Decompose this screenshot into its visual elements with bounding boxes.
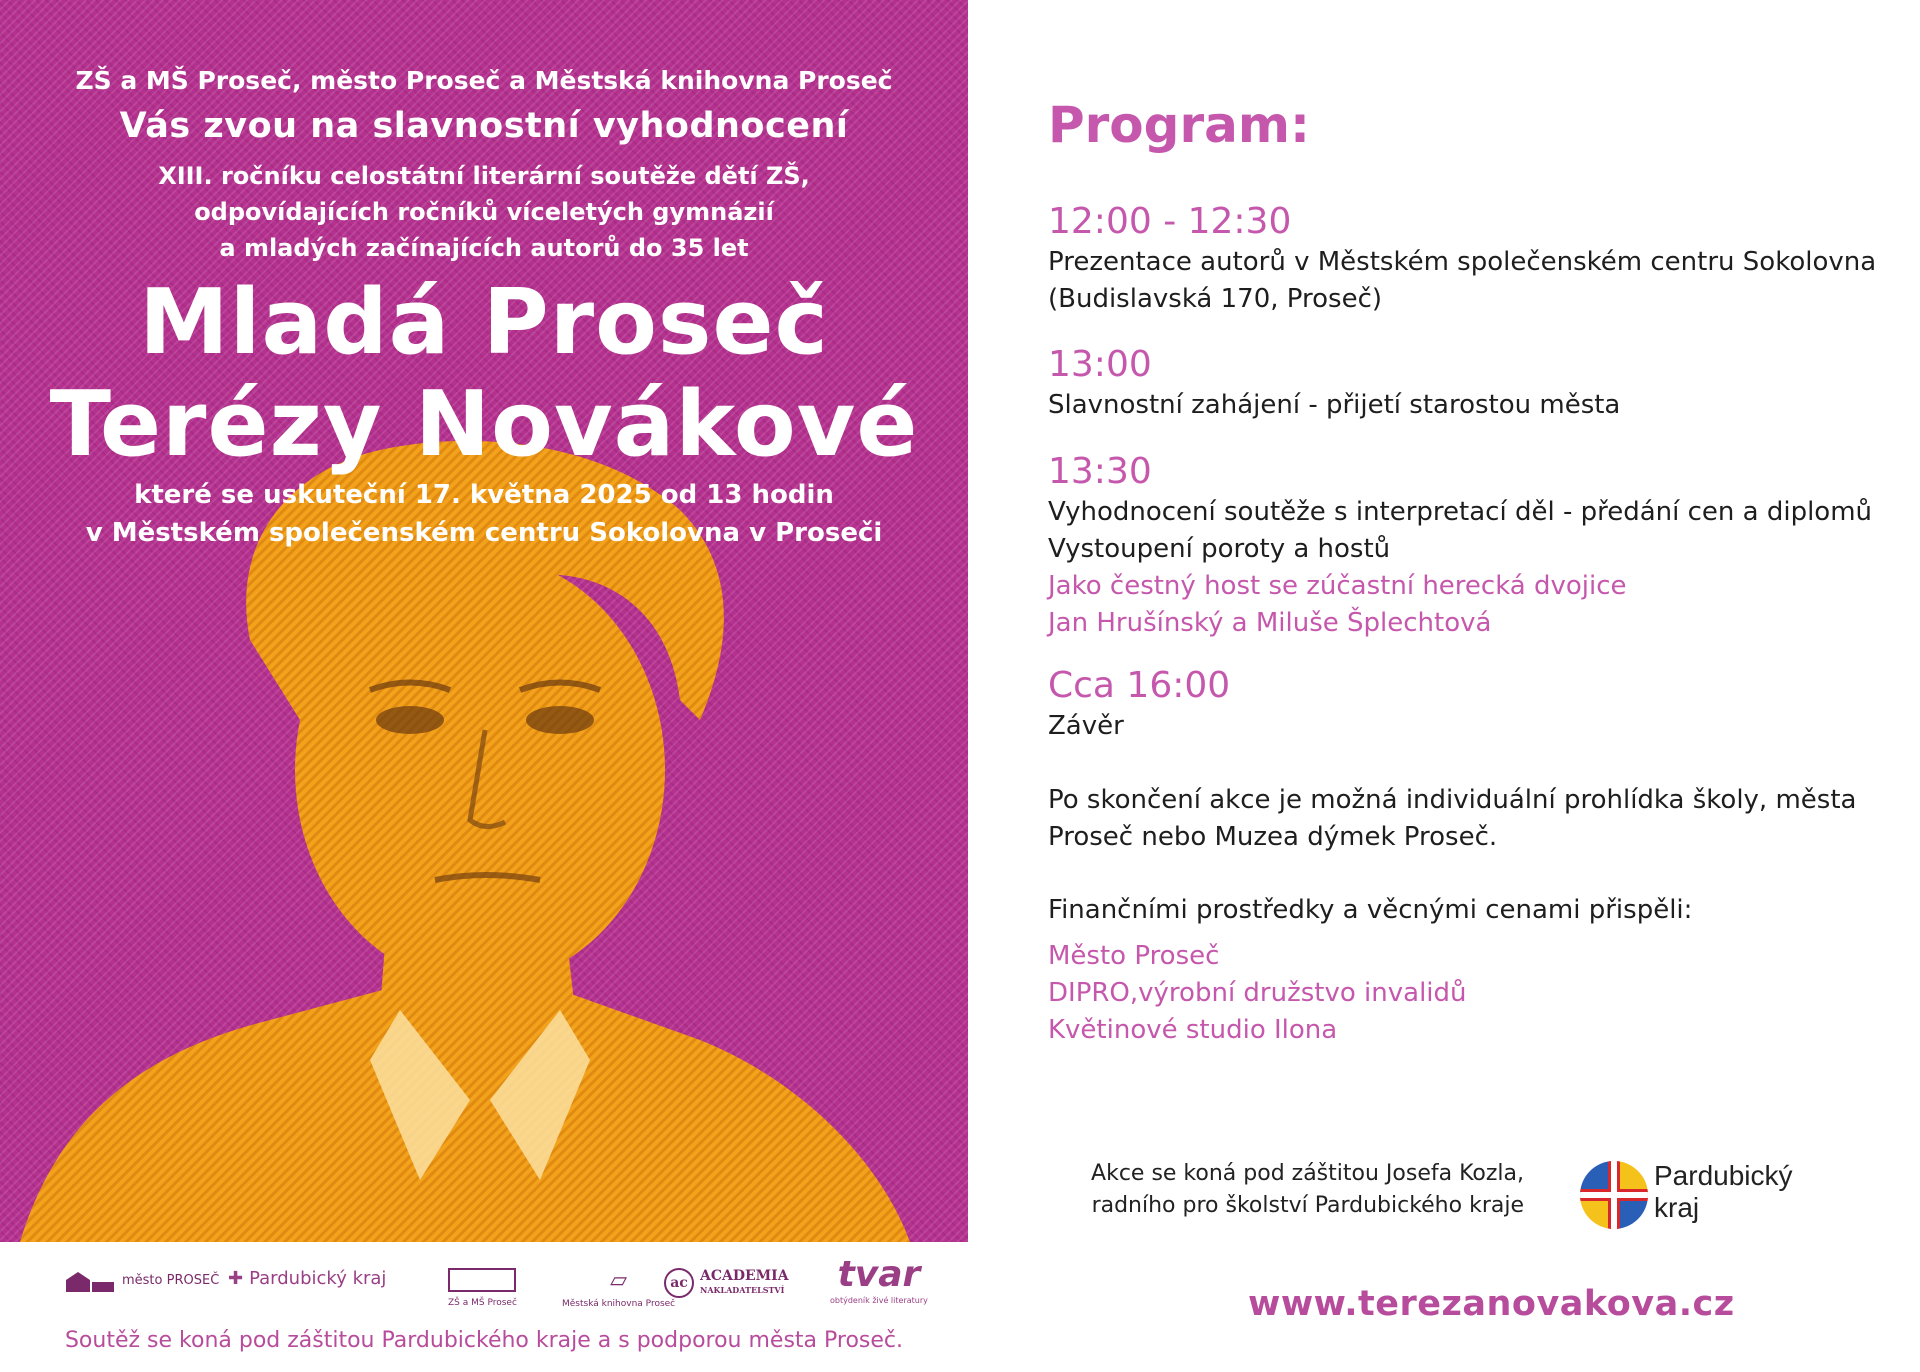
tvar-logo-text: tvar <box>837 1254 921 1295</box>
program-time: 13:30 <box>1048 451 1152 492</box>
bottom-note: Soutěž se koná pod záštitou Pardubického kraje a s podporou města Proseč. <box>64 1328 904 1353</box>
patron-line: Akce se koná pod záštitou Josefa Kozla, <box>1091 1161 1524 1186</box>
poster-when <box>0 476 968 552</box>
program-item <box>1048 664 1230 745</box>
program-item <box>1048 450 1872 642</box>
poster-description-line: a mladých začínajících autorů do 35 let <box>219 234 749 262</box>
zs-ms-prosec-logo <box>448 1268 517 1308</box>
program-after <box>1048 782 1856 856</box>
pk-logo-line: Pardubický <box>1654 1160 1793 1191</box>
sponsors-label: Finančními prostředky a věcnými cenami přispěli: <box>1048 895 1693 925</box>
poster-description <box>0 158 968 266</box>
poster-title <box>0 272 968 476</box>
website-link[interactable]: www.terezanovakova.cz <box>1248 1284 1735 1324</box>
poster-description-line: XIII. ročníku celostátní literární soutěže dětí ZŠ, <box>158 162 810 190</box>
poster-description-line: odpovídajících ročníků víceletých gymnázií <box>194 198 774 226</box>
program-time: Cca 16:00 <box>1048 665 1231 706</box>
pk-logo-line: kraj <box>1654 1192 1700 1223</box>
zs-ms-prosec-logo-text: ZŠ a MŠ Proseč <box>448 1298 517 1308</box>
poster-when-line: které se uskuteční 17. května 2025 od 13 hodin <box>134 480 834 510</box>
pardubicky-kraj-logo-text <box>1654 1160 1793 1224</box>
mesto-prosec-logo <box>64 1268 219 1294</box>
program-guest-line: Jako čestný host se zúčastní herecká dvojice <box>1048 571 1627 601</box>
book-icon: ▱ <box>610 1268 628 1293</box>
program-time: 12:00 - 12:30 <box>1048 201 1292 242</box>
cross-emblem-icon: ✚ <box>228 1268 244 1289</box>
tvar-logo-subtext: obtýdeník živé literatury <box>830 1296 928 1305</box>
program-time: 13:00 <box>1048 344 1152 385</box>
academia-logo <box>664 1268 789 1298</box>
program-line: Vystoupení poroty a hostů <box>1048 534 1391 564</box>
academia-logo-text: ACADEMIA <box>700 1268 789 1284</box>
program-heading: Program: <box>1048 96 1310 154</box>
program-item <box>1048 200 1876 318</box>
poster-title-line: Terézy Novákové <box>49 372 919 477</box>
pardubicky-kraj-small-logo-text: Pardubický kraj <box>249 1268 387 1289</box>
academia-emblem-icon: ac <box>664 1268 694 1298</box>
poster-when-line: v Městském společenském centru Sokolovna v Proseči <box>85 518 883 548</box>
tvar-logo <box>830 1254 928 1306</box>
program-line: (Budislavská 170, Proseč) <box>1048 284 1383 314</box>
poster <box>0 0 968 1242</box>
poster-organizers: ZŠ a MŠ Proseč, město Proseč a Městská knihovna Proseč <box>75 66 893 95</box>
academia-logo-subtext: NAKLADATELSTVÍ <box>700 1285 785 1295</box>
knihovna-logo-text: Městská knihovna Proseč <box>562 1299 676 1309</box>
program-after-line: Proseč nebo Muzea dýmek Proseč. <box>1048 822 1498 852</box>
school-emblem-icon <box>448 1268 516 1292</box>
program-item <box>1048 343 1620 424</box>
sponsor-item: Květinové studio Ilona <box>1048 1015 1338 1045</box>
patron-note <box>1060 1158 1524 1222</box>
program-line: Slavnostní zahájení - přijetí starostou města <box>1048 390 1621 420</box>
mesto-prosec-logo-text: město PROSEČ <box>122 1273 220 1288</box>
sponsor-item: DIPRO,výrobní družstvo invalidů <box>1048 978 1467 1008</box>
pardubicky-kraj-emblem-icon <box>1578 1155 1658 1235</box>
knihovna-logo <box>562 1268 675 1309</box>
sponsor-item: Město Proseč <box>1048 941 1220 971</box>
program-guest-line: Jan Hrušínský a Miluše Šplechtová <box>1048 608 1492 638</box>
program-line: Závěr <box>1048 711 1124 741</box>
pardubicky-kraj-small-logo <box>228 1268 386 1289</box>
sponsors-list <box>1048 938 1467 1049</box>
program-line: Vyhodnocení soutěže s interpretací děl - předání cen a diplomů <box>1048 497 1873 527</box>
poster-invite: Vás zvou na slavnostní vyhodnocení <box>119 106 849 146</box>
patron-line: radního pro školství Pardubického kraje <box>1091 1193 1524 1218</box>
program-line: Prezentace autorů v Městském společenském centru Sokolovna <box>1048 247 1877 277</box>
sponsor-logo-strip <box>0 1250 968 1320</box>
program-after-line: Po skončení akce je možná individuální prohlídka školy, města <box>1048 785 1857 815</box>
house-icon <box>64 1268 116 1294</box>
poster-title-line: Mladá Proseč <box>139 270 829 375</box>
